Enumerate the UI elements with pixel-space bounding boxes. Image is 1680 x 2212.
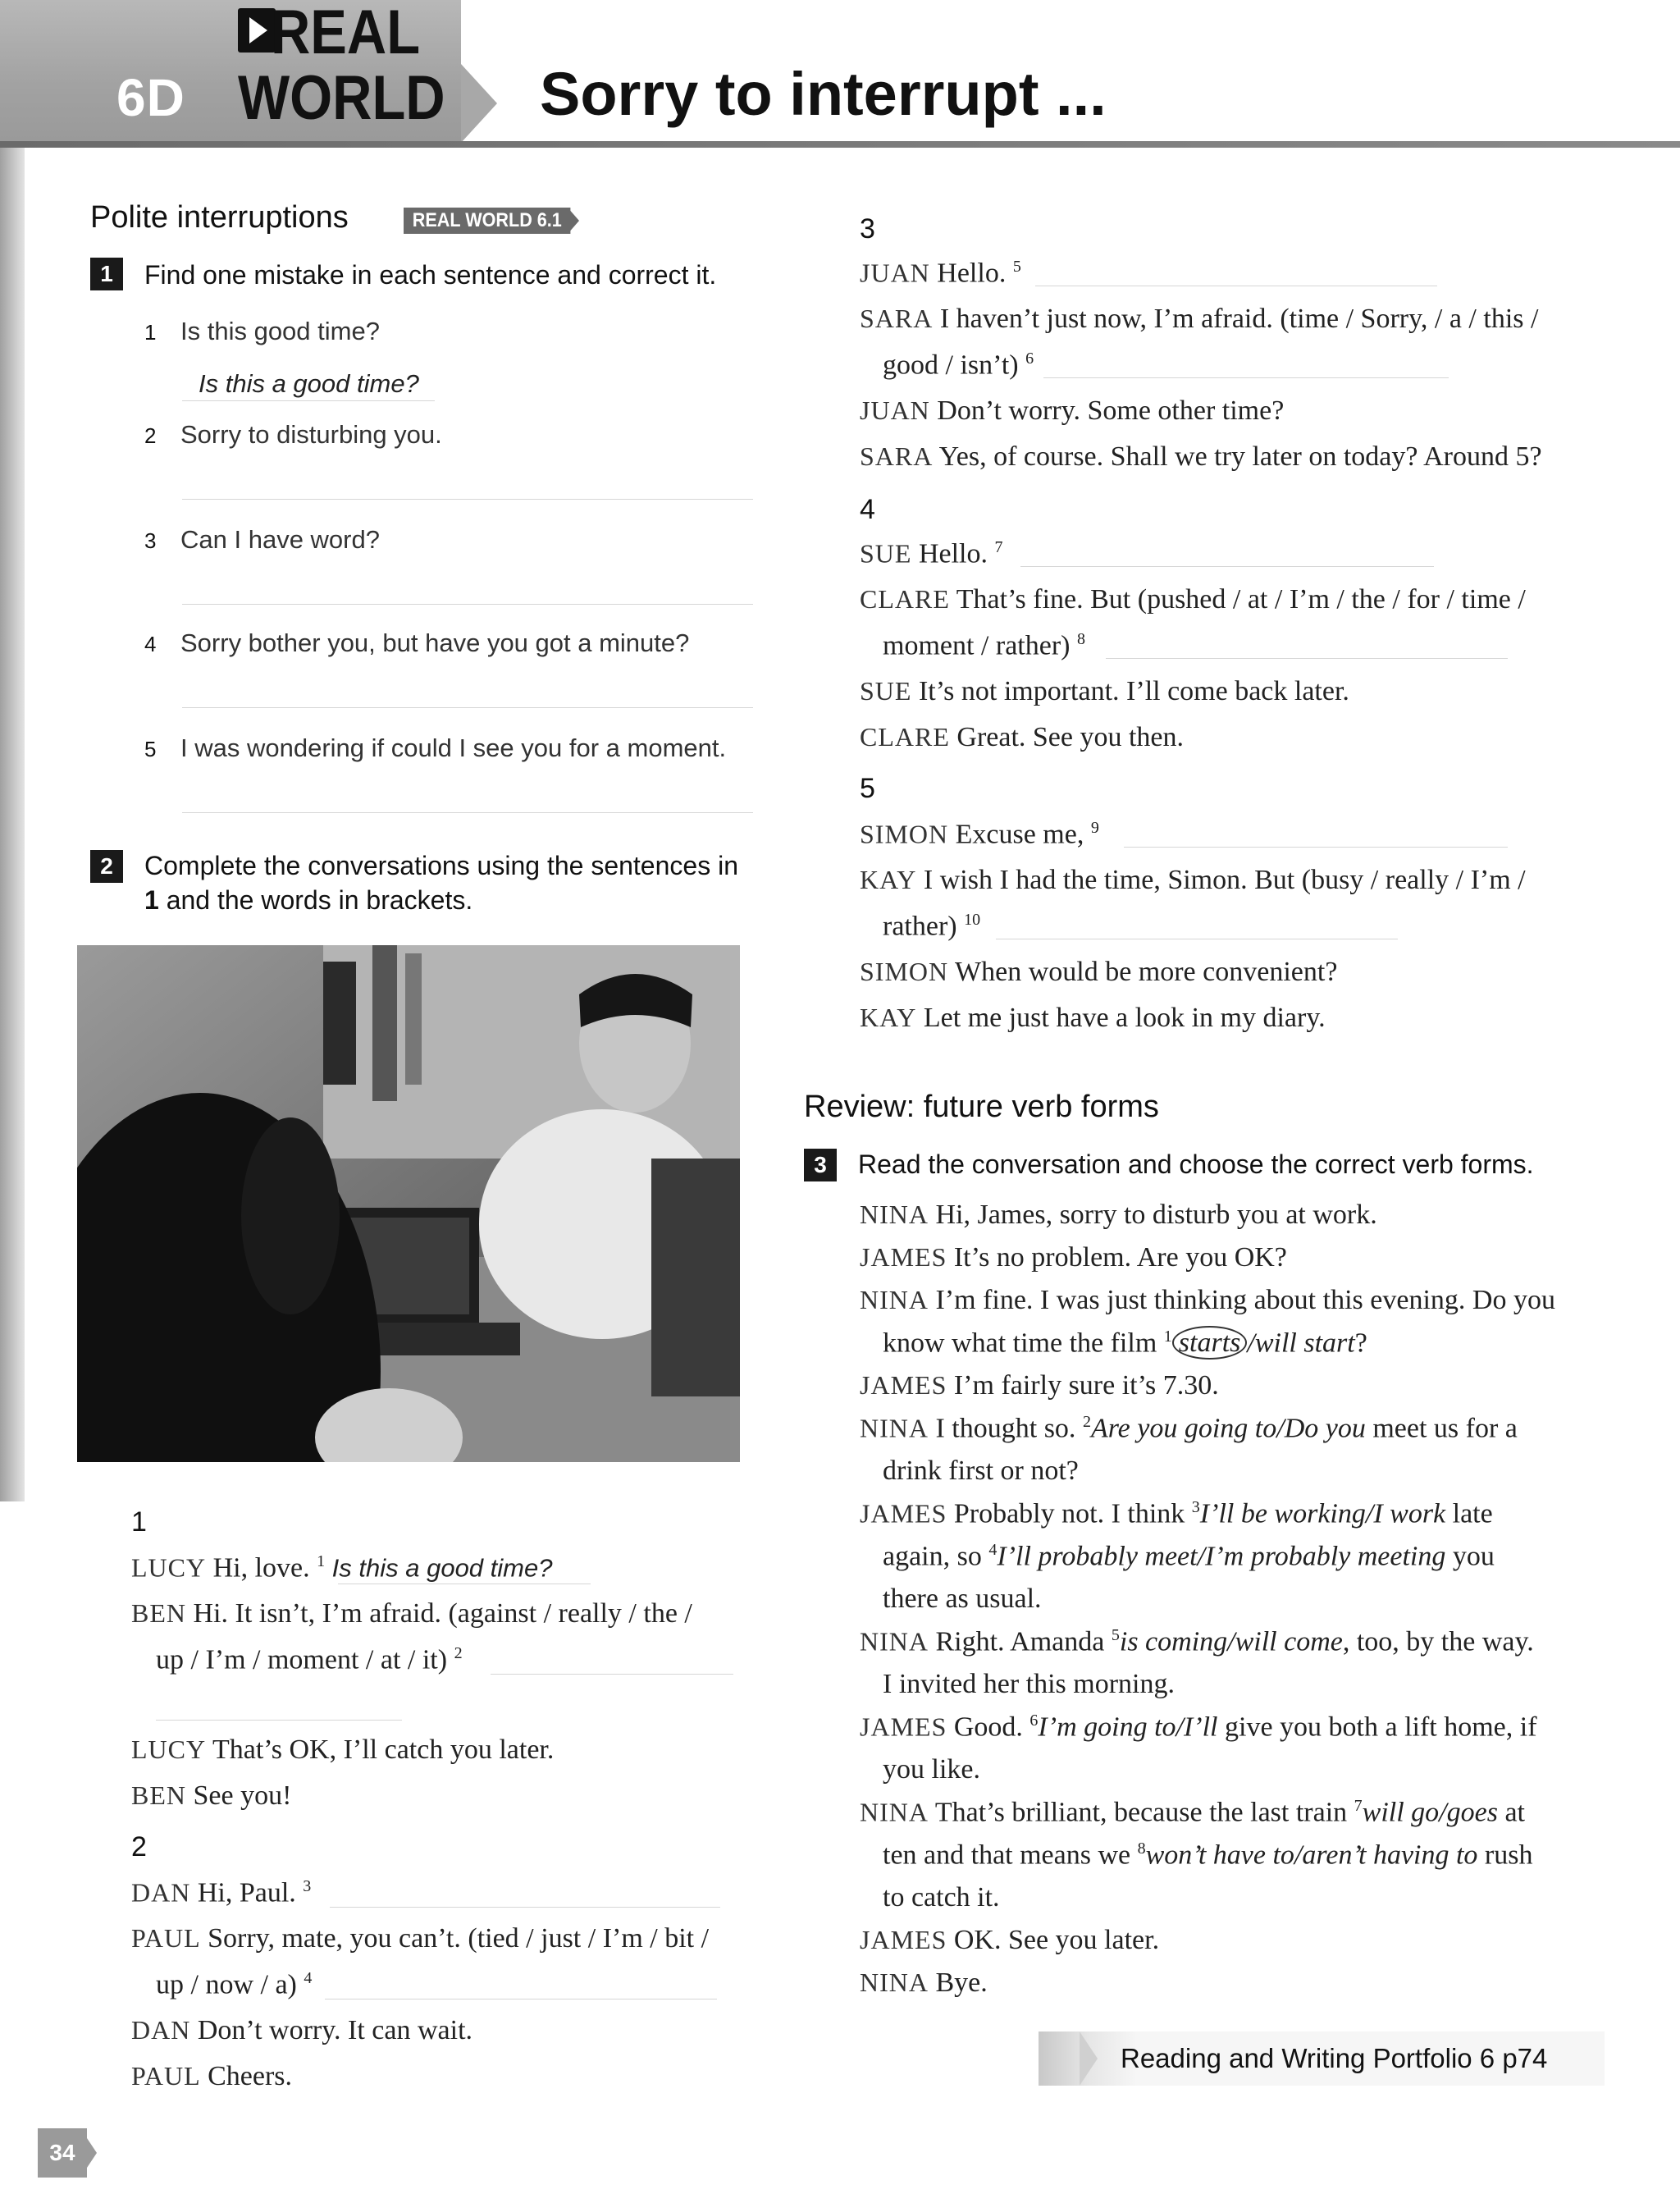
exercise-number: 2	[90, 850, 123, 883]
conversation-number: 3	[860, 213, 875, 245]
exercise-instruction-line2: 1 and the words in brackets.	[144, 885, 473, 915]
dialogue-line: JAMES Probably not. I think $^3$I’ll be working/I work late	[860, 1498, 1493, 1529]
answer-line[interactable]	[182, 499, 753, 500]
verb-choice[interactable]: I’m going to/I’ll	[1038, 1712, 1218, 1743]
exercise-instruction: Complete the conversations using the sentences in	[144, 851, 738, 880]
section-heading-polite: Polite interruptions	[90, 200, 349, 235]
verb-choice[interactable]: will go/goes	[1362, 1797, 1498, 1828]
dialogue-line: there as usual.	[883, 1584, 1042, 1614]
item-sentence: Sorry to disturbing you.	[180, 420, 442, 449]
dialogue-line: you like.	[883, 1754, 980, 1785]
portfolio-arrow-shape	[1080, 2031, 1098, 2086]
dialogue-line: CLARE Great. See you then.	[860, 722, 1185, 752]
dialogue-line: ten and that means we $^8$won’t have to/aren’t having to rush	[883, 1840, 1533, 1871]
exercise-instruction: Find one mistake in each sentence and correct it.	[144, 260, 717, 290]
dialogue-line: JAMES I’m fairly sure it’s 7.30.	[860, 1370, 1219, 1401]
answer-line[interactable]	[1020, 566, 1434, 567]
dialogue-line: NINA I’m fine. I was just thinking about this evening. Do you	[860, 1285, 1555, 1315]
dialogue-line: JUAN Don’t worry. Some other time?	[860, 395, 1285, 426]
exercise-number: 1	[90, 258, 123, 290]
verb-choice[interactable]: I’ll probably meet/I’m probably meeting	[997, 1541, 1446, 1572]
verb-choice[interactable]: is coming/will come	[1119, 1626, 1343, 1657]
dialogue-line: BEN Hi. It isn’t, I’m afraid. (against / really / the /	[131, 1598, 692, 1629]
dialogue-line: LUCY Hi, love. $^1$ Is this a good time?	[131, 1552, 553, 1584]
dialogue-line: JAMES Good. $^6$I’m going to/I’ll give you both a lift home, if	[860, 1712, 1537, 1743]
dialogue-line: SIMON When would be more convenient?	[860, 957, 1338, 987]
answer-line[interactable]	[491, 1674, 733, 1675]
ref-badge: REAL WORLD 6.1	[404, 208, 571, 234]
dialogue-line: good / isn’t) $^6$	[883, 350, 1034, 381]
dialogue-line: NINA Bye.	[860, 1967, 988, 1998]
dialogue-line: BEN See you!	[131, 1780, 292, 1811]
header-rule	[0, 141, 1680, 148]
dialogue-line: moment / rather) $^8$	[883, 630, 1085, 661]
dialogue-line: PAUL Sorry, mate, you can’t. (tied / just / I’m / bit /	[131, 1923, 710, 1954]
dialogue-line: JAMES OK. See you later.	[860, 1925, 1160, 1955]
dialogue-line: know what time the film $^1$ starts /will start?	[883, 1328, 1367, 1359]
dialogue-line: up / now / a) $^4$	[156, 1969, 313, 2000]
conversation-number: 5	[860, 773, 875, 804]
dialogue-line: SUE It’s not important. I’ll come back later.	[860, 676, 1349, 706]
circled-answer[interactable]: starts	[1172, 1326, 1248, 1360]
dialogue-line: I invited her this morning.	[883, 1669, 1176, 1699]
answer-line[interactable]	[330, 1907, 720, 1908]
item-number: 4	[144, 632, 157, 656]
section-heading-review: Review: future verb forms	[804, 1090, 1159, 1124]
office-photo	[77, 945, 740, 1462]
item-answer: Is this a good time?	[199, 369, 419, 398]
unit-arrow-shape	[461, 64, 497, 143]
item-sentence: Is this good time?	[180, 317, 380, 345]
dialogue-line: NINA I thought so. $^2$Are you going to/Do you meet us for a	[860, 1413, 1518, 1444]
answer-line[interactable]	[1043, 377, 1449, 378]
dialogue-line: drink first or not?	[883, 1456, 1079, 1486]
answer-line[interactable]	[182, 604, 753, 605]
dialogue-line: SIMON Excuse me, $^9$	[860, 819, 1099, 850]
real-label: REAL	[271, 0, 421, 67]
verb-choice[interactable]: Are you going to/Do you	[1090, 1413, 1366, 1444]
world-label: WORLD	[238, 63, 445, 133]
answer-line[interactable]	[182, 812, 753, 813]
dialogue-line: to catch it.	[883, 1882, 1000, 1913]
dialogue-line: JAMES It’s no problem. Are you OK?	[860, 1242, 1287, 1273]
page-number-arrow	[87, 2138, 97, 2168]
page-title: Sorry to interrupt ...	[540, 60, 1107, 128]
dialogue-line: up / I’m / moment / at / it) $^2$	[156, 1644, 463, 1675]
answer-line[interactable]	[1124, 847, 1508, 848]
item-sentence: Sorry bother you, but have you got a minute?	[180, 628, 690, 657]
dialogue-line: NINA Hi, James, sorry to disturb you at work.	[860, 1200, 1377, 1230]
dialogue-line: NINA That’s brilliant, because the last train $^7$will go/goes at	[860, 1797, 1525, 1828]
dialogue-line: rather) $^{10}$	[883, 911, 981, 942]
dialogue-line: KAY Let me just have a look in my diary.	[860, 1003, 1326, 1033]
answer-line[interactable]	[182, 707, 753, 708]
conversation-number: 4	[860, 494, 875, 525]
item-sentence: I was wondering if could I see you for a moment.	[180, 734, 727, 762]
dialogue-line: SARA I haven’t just now, I’m afraid. (time / Sorry, / a / this /	[860, 304, 1539, 334]
dialogue-line: LUCY That’s OK, I’ll catch you later.	[131, 1734, 555, 1765]
dialogue-line: DAN Don’t worry. It can wait.	[131, 2015, 473, 2045]
item-number: 3	[144, 528, 157, 553]
exercise-number: 3	[804, 1149, 837, 1181]
conversation-number: 2	[131, 1831, 147, 1862]
unit-number: 6D	[116, 68, 185, 127]
left-margin-shade	[0, 148, 25, 1501]
dialogue-line: PAUL Cheers.	[131, 2061, 293, 2091]
ref-badge-arrow	[568, 208, 579, 234]
exercise-instruction: Read the conversation and choose the correct verb forms.	[858, 1149, 1534, 1179]
item-number: 2	[144, 423, 157, 448]
verb-choice[interactable]: won’t have to/aren’t having to	[1145, 1840, 1478, 1871]
dialogue-line: JUAN Hello. $^5$	[860, 258, 1021, 289]
dialogue-line: SUE Hello. $^7$	[860, 538, 1003, 569]
answer-line[interactable]	[156, 1720, 402, 1721]
dialogue-line: CLARE That’s fine. But (pushed / at / I’m / the / for / time /	[860, 584, 1526, 615]
page-number: 34	[38, 2128, 87, 2178]
item-sentence: Can I have word?	[180, 525, 380, 554]
answer-line[interactable]	[182, 400, 435, 401]
item-number: 5	[144, 737, 157, 761]
item-number: 1	[144, 320, 157, 345]
dialogue-line: SARA Yes, of course. Shall we try later on today? Around 5?	[860, 441, 1542, 472]
dialogue-line: DAN Hi, Paul. $^3$	[131, 1877, 312, 1908]
answer-line[interactable]	[1106, 658, 1508, 659]
dialogue-line: NINA Right. Amanda $^5$is coming/will come, too, by the way.	[860, 1626, 1534, 1657]
verb-choice[interactable]: I’ll be working/I work	[1199, 1498, 1446, 1529]
dialogue-line: again, so $^4$I’ll probably meet/I’m probably meeting you	[883, 1541, 1495, 1572]
conversation-number: 1	[131, 1506, 147, 1538]
dialogue-line: KAY I wish I had the time, Simon. But (busy / really / I’m /	[860, 865, 1526, 895]
portfolio-reference: Reading and Writing Portfolio 6 p74	[1121, 2043, 1548, 2073]
